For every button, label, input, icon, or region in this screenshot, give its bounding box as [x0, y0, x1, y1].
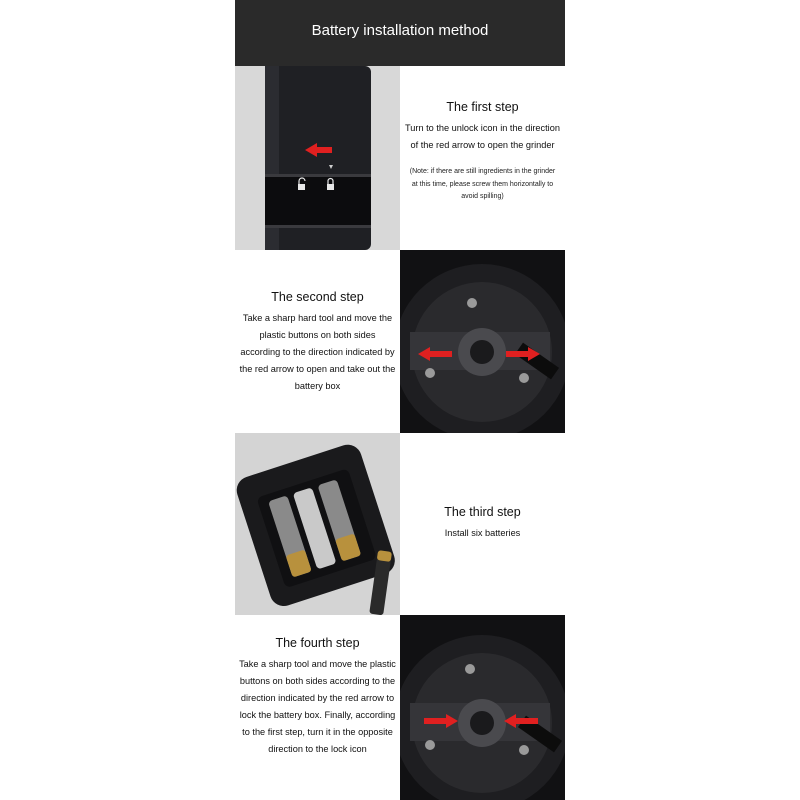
page-title: Battery installation method [311, 22, 489, 39]
battery-instructions-page [235, 0, 565, 800]
step3-body: Install six batteries [444, 528, 521, 538]
step1-text [400, 100, 565, 204]
step4-lock-battery-box-photo [400, 615, 565, 800]
step2-battery-box-photo [400, 250, 565, 433]
step1-note: (Note: if there are still ingredients in the grinder at this time, please screw them horizontally to avoid spilling) [409, 168, 556, 200]
step3-text [400, 505, 565, 542]
step2-text [235, 290, 400, 395]
step2-body: Take a sharp hard tool and move the plastic buttons on both sides according to the direction indicated by the red arrow to open and take out the battery box [239, 313, 396, 391]
step3-batteries-photo [235, 433, 400, 615]
step1-title: The first step [446, 100, 519, 114]
step3-title: The third step [444, 505, 521, 519]
step1-body: Turn to the unlock icon in the direction of the red arrow to open the grinder [405, 123, 560, 150]
header-bar [235, 0, 565, 66]
step1-grinder-photo [235, 66, 400, 250]
step4-title: The fourth step [275, 636, 360, 650]
step2-title: The second step [271, 290, 364, 304]
step4-body: Take a sharp tool and move the plastic buttons on both sides according to the direction indicated by the red arrow to lock the battery box. Finally, according to the first step, turn it in the opposite direction to the lock icon [239, 659, 396, 754]
step4-text [235, 636, 400, 758]
